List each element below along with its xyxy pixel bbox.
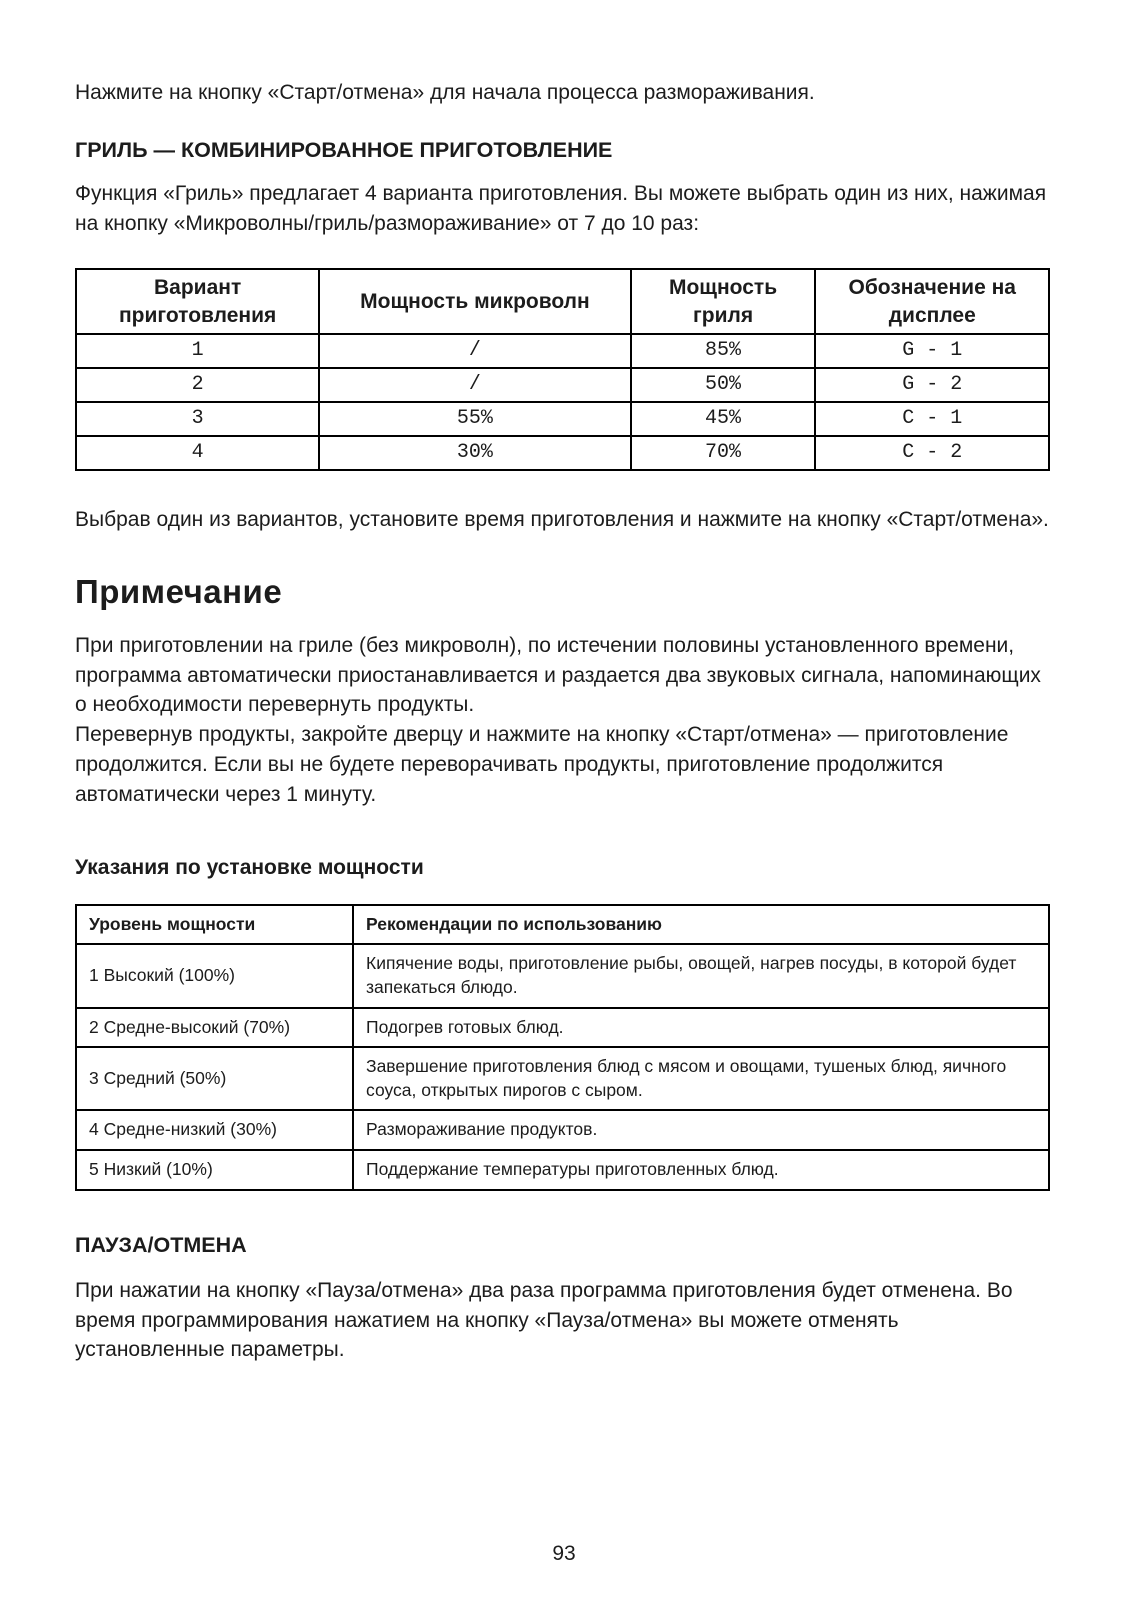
grill-table-row	[76, 334, 1049, 368]
power-table-row	[76, 1150, 1049, 1190]
table-cell: Подогрев готовых блюд.	[353, 1008, 1049, 1048]
grill-table-header-grill-power: Мощность гриля	[631, 269, 816, 334]
table-cell: 2	[76, 368, 319, 402]
note-paragraph-1: При приготовлении на гриле (без микроволн), по истечении половины установленного времени, программа автоматически приостанавливается и раздается два звуковых сигнала, напоминающих о необходимости перевернуть продукты.	[75, 633, 1041, 717]
table-cell: 30%	[319, 436, 630, 470]
grill-section-paragraph: Функция «Гриль» предлагает 4 варианта приготовления. Вы можете выбрать один из них, нажимая на кнопку «Микроволны/гриль/размораживание» от 7 до 10 раз:	[75, 181, 1047, 235]
table-cell: 45%	[631, 402, 816, 436]
table-cell: 55%	[319, 402, 630, 436]
table-cell: C - 2	[815, 436, 1049, 470]
grill-table-row	[76, 368, 1049, 402]
power-table-row	[76, 1047, 1049, 1110]
table-cell: 1	[76, 334, 319, 368]
power-table-row	[76, 944, 1049, 1007]
page-number: 93	[552, 1542, 576, 1565]
table-cell: Поддержание температуры приготовленных блюд.	[353, 1150, 1049, 1190]
table-cell: 3 Средний (50%)	[76, 1047, 353, 1110]
power-levels-table	[75, 904, 1050, 1191]
table-cell: /	[319, 368, 630, 402]
power-table-header-recommendations: Рекомендации по использованию	[353, 905, 1049, 945]
grill-table-header-display: Обозначение на дисплее	[815, 269, 1049, 334]
table-cell: 70%	[631, 436, 816, 470]
table-cell: 3	[76, 402, 319, 436]
power-table-row	[76, 1110, 1049, 1150]
grill-table-header-microwave-power: Мощность микроволн	[319, 269, 630, 334]
note-paragraph-2: Перевернув продукты, закройте дверцу и нажмите на кнопку «Старт/отмена» — приготовление продолжится. Если вы не будете переворачивать продукты, приготовление продолжится автоматически через 1 минуту.	[75, 723, 1009, 806]
table-cell: /	[319, 334, 630, 368]
table-cell: 4 Средне-низкий (30%)	[76, 1110, 353, 1150]
power-table-row	[76, 1008, 1049, 1048]
table-cell: Кипячение воды, приготовление рыбы, овощей, нагрев посуды, в которой будет запекаться блюдо.	[353, 944, 1049, 1007]
table-cell: 5 Низкий (10%)	[76, 1150, 353, 1190]
table-cell: Завершение приготовления блюд с мясом и овощами, тушеных блюд, яичного соуса, открытых пирогов с сыром.	[353, 1047, 1049, 1110]
note-heading: Примечание	[75, 572, 283, 610]
table-cell: C - 1	[815, 402, 1049, 436]
grill-table-header-row	[76, 269, 1049, 334]
power-table-header-level: Уровень мощности	[76, 905, 353, 945]
table-cell: 50%	[631, 368, 816, 402]
power-table-header-row	[76, 905, 1049, 945]
table-cell: 4	[76, 436, 319, 470]
table-cell: 1 Высокий (100%)	[76, 944, 353, 1007]
table-cell: Размораживание продуктов.	[353, 1110, 1049, 1150]
grill-table-row	[76, 436, 1049, 470]
table-cell: 85%	[631, 334, 816, 368]
intro-paragraph: Нажмите на кнопку «Старт/отмена» для начала процесса размораживания.	[75, 81, 815, 104]
grill-table-header-variant: Вариант приготовления	[76, 269, 319, 334]
pause-cancel-paragraph: При нажатии на кнопку «Пауза/отмена» два раза программа приготовления будет отменена. Во время программирования нажатием на кнопку «Пауза/отмена» вы можете отменять установленные параметры.	[75, 1278, 1013, 1362]
table-cell: 2 Средне-высокий (70%)	[76, 1008, 353, 1048]
table-cell: G - 2	[815, 368, 1049, 402]
grill-table-row	[76, 402, 1049, 436]
grill-section-heading: ГРИЛЬ — КОМБИНИРОВАННОЕ ПРИГОТОВЛЕНИЕ	[75, 137, 613, 162]
pause-cancel-heading: ПАУЗА/ОТМЕНА	[75, 1232, 247, 1257]
table-cell: G - 1	[815, 334, 1049, 368]
grill-after-table-paragraph: Выбрав один из вариантов, установите время приготовления и нажмите на кнопку «Старт/отмена».	[75, 508, 1049, 532]
power-settings-heading: Указания по установке мощности	[75, 855, 424, 879]
grill-options-table	[75, 268, 1050, 471]
